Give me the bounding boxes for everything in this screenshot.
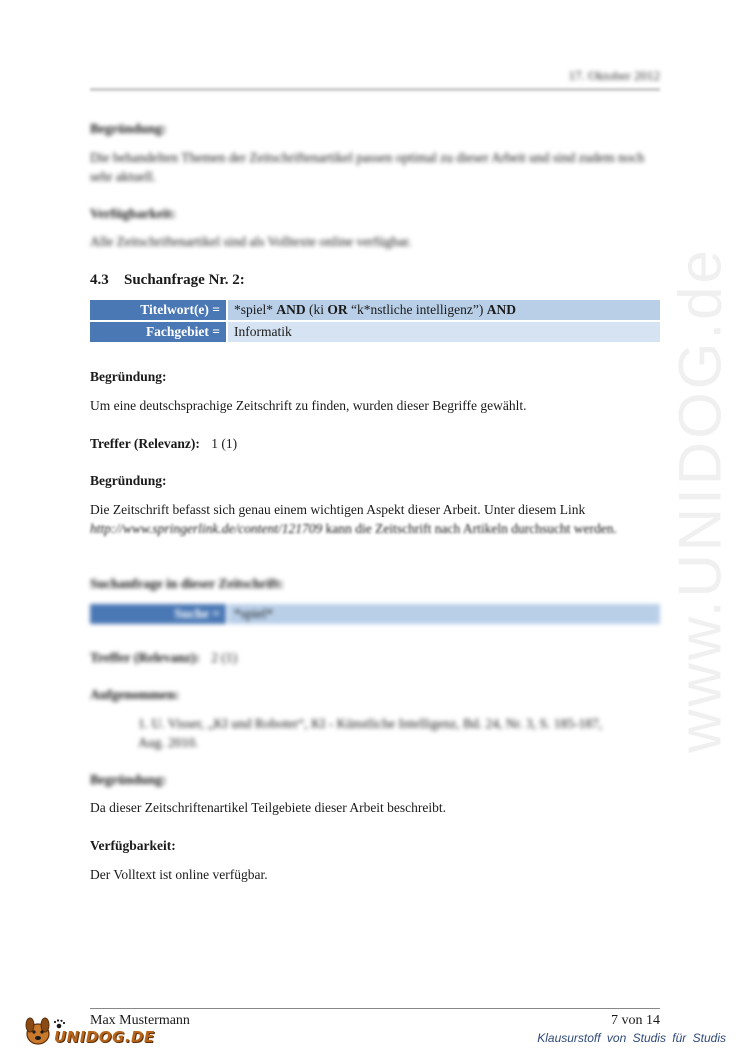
query-term: “k*nstliche intelligenz”): [347, 302, 487, 317]
query-key-title: Titelwort(e) =: [90, 300, 228, 320]
accepted-item: 1. U. Visser, „KI und Roboter“, KI - Künstliche Intelligenz, Bd. 24, Nr. 3, S. 185-187, Aug. 2010.: [138, 716, 603, 750]
footer-author: Max Mustermann: [90, 1013, 190, 1028]
hits-label-2: Treffer (Relevanz):: [90, 650, 200, 665]
footer-rule: [90, 1008, 660, 1009]
reason-label-3: Begründung:: [90, 473, 167, 488]
reason-label-1: Begründung:: [90, 121, 167, 136]
section-title: Suchanfrage Nr. 2:: [124, 272, 245, 288]
hits-line-2: [90, 648, 660, 667]
query-term: (ki: [305, 302, 328, 317]
journal-search-table: [90, 602, 660, 626]
section-heading: [90, 272, 245, 289]
hits-value-1: 1 (1): [211, 436, 238, 451]
watermark: www.UNIDOG.de: [666, 247, 734, 753]
logo-text: UNIDOG.DE: [54, 1028, 155, 1046]
query-row-title: [90, 300, 660, 320]
reason-text-1: Die behandelten Themen der Zeitschriftenartikel passen optimal zu dieser Arbeit und sind zudem noch sehr aktuell.: [90, 150, 645, 184]
paw-icon: [54, 1019, 65, 1028]
hits-line-1: [90, 434, 660, 453]
hits-label-1: Treffer (Relevanz):: [90, 436, 200, 451]
header-rule: [90, 88, 660, 91]
query-operator: OR: [327, 302, 348, 317]
footer-slogan: Klausurstoff von Studis für Studis: [537, 1031, 726, 1045]
reason-text-part: Die Zeitschrift befasst sich genau einem wichtigen Aspekt dieser Arbeit. Unter diesem Link: [90, 502, 586, 517]
journal-search-key: Suche =: [90, 604, 228, 624]
availability-text-2: Der Volltext ist online verfügbar.: [90, 867, 268, 882]
query-table: [90, 298, 660, 344]
query-operator: AND: [486, 302, 516, 317]
query-value-field: Informatik: [228, 322, 660, 342]
reason-label-4: Begründung:: [90, 772, 167, 787]
reason-text-4: Da dieser Zeitschriftenartikel Teilgebiete dieser Arbeit beschreibt.: [90, 800, 447, 815]
reason-label-2: Begründung:: [90, 369, 167, 384]
footer-page-number: 7 von 14: [611, 1013, 660, 1028]
journal-search-value: *spiel*: [228, 604, 660, 624]
query-value-title: [228, 300, 660, 320]
query-operator: AND: [276, 302, 306, 317]
section-number: 4.3: [90, 272, 109, 288]
accepted-label: Aufgenommen:: [90, 687, 180, 702]
availability-label-2: Verfügbarkeit:: [90, 838, 176, 853]
query-term: *spiel*: [234, 302, 277, 317]
query-key-field: Fachgebiet =: [90, 322, 228, 342]
reason-text-2: Um eine deutschsprachige Zeitschrift zu finden, wurden dieser Begriffe gewählt.: [90, 398, 527, 413]
query-row-field: [90, 322, 660, 342]
availability-text-1: Alle Zeitschriftenartikel sind als Volltexte online verfügbar.: [90, 234, 412, 249]
journal-search-label: Suchanfrage in dieser Zeitschrift:: [90, 576, 284, 591]
journal-search-row: [90, 604, 660, 624]
dog-icon: [26, 1018, 49, 1044]
reason-text-part: kann die Zeitschrift nach Artikeln durchsucht werden.: [322, 521, 617, 536]
availability-label-1: Verfügbarkeit:: [90, 206, 176, 221]
springerlink-link[interactable]: http://www.springerlink.de/content/121709: [90, 521, 323, 536]
reason-text-3: [90, 500, 660, 538]
header-date: 17. Oktober 2012: [568, 68, 660, 83]
hits-value-2: 2 (1): [211, 650, 238, 665]
